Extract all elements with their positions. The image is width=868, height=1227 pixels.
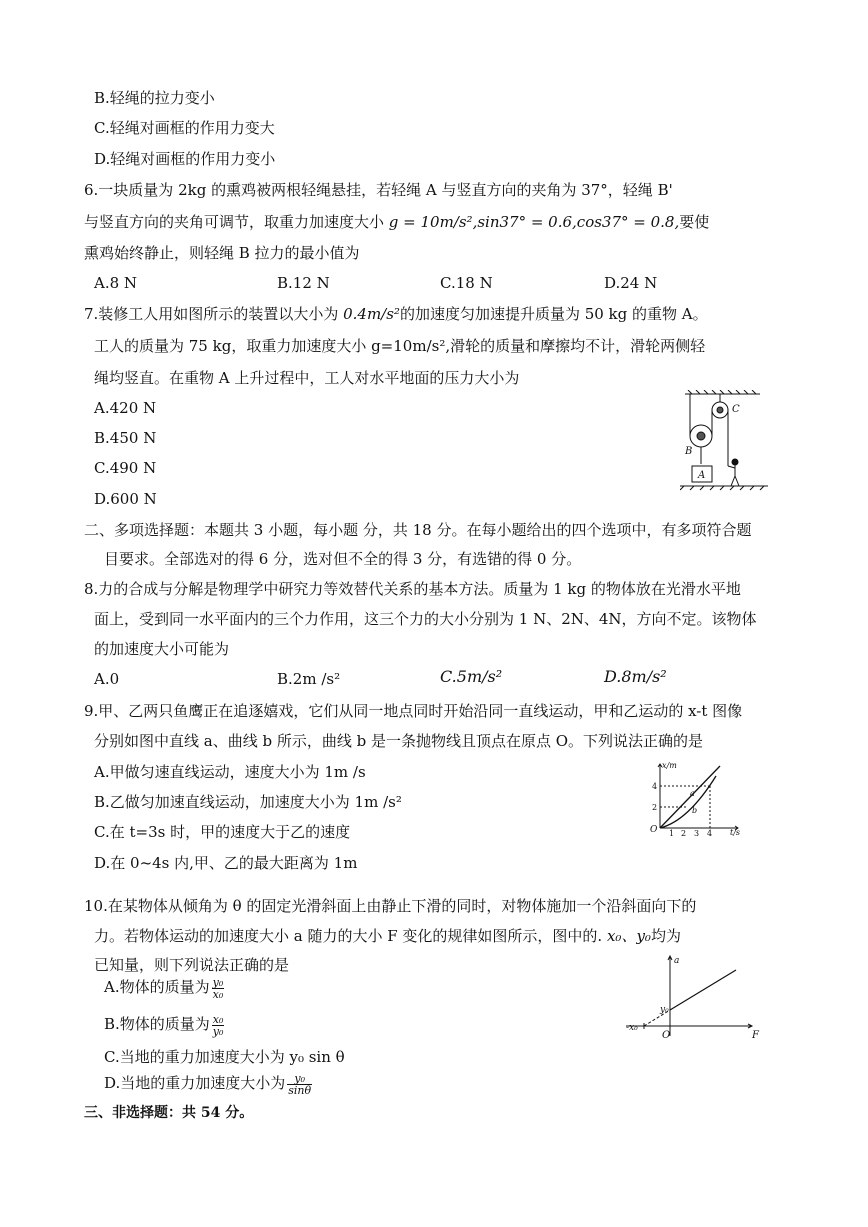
q8-stem-line1: 8.力的合成与分解是物理学中研究力等效替代关系的基本方法。质量为 1 kg 的物体放在光滑水平地 (84, 580, 741, 598)
q10-stem-vars: x₀、y₀ (606, 927, 651, 945)
q8-stem-line2: 面上，受到同一水平面内的三个力作用，这三个力的大小分别为 1 N、2N、4N，方向不定。该物体 (94, 610, 757, 628)
q7-stem-line3: 绳均竖直。在重物 A 上升过程中，工人对水平地面的压力大小为 (94, 369, 520, 387)
q10-option-b (104, 1012, 224, 1037)
q10-x-axis-label: F (752, 1030, 759, 1040)
q10-option-b-text: B.物体的质量为 (104, 1015, 210, 1033)
q8-option-a: A.0 (94, 670, 120, 688)
q8-option-d: D.8m/s² (604, 667, 667, 686)
q9-xtick-2: 2 (681, 829, 687, 836)
q10-frac-a-num: y₀ (212, 975, 224, 989)
section2-intro-line1: 二、多项选择题：本题共 3 小题，每小题 分，共 18 分。在每小题给出的四个选项中，有多项符合题 (84, 521, 752, 539)
q6-stem-formula: g = 10m/s²,sin37° = 0.6,cos37° = 0.8, (388, 213, 680, 231)
q7-stem-accel: 0.4m/s² (343, 305, 400, 323)
q9-option-b: B.乙做匀加速直线运动，加速度大小为 1m /s² (94, 793, 402, 811)
q6-option-a: A.8 N (94, 274, 138, 292)
q9-ytick-2: 2 (652, 803, 658, 812)
section2-intro-line2: 目要求。全部选对的得 6 分，选对但不全的得 3 分，有选错的得 0 分。 (104, 550, 582, 568)
q10-frac-b-den: y₀ (212, 1024, 224, 1038)
q9-y-axis-label: x/m (662, 761, 677, 770)
q10-option-a-fraction (212, 977, 225, 1000)
q10-stem-line3: 已知量，则下列说法正确的是 (94, 956, 290, 974)
q10-frac-d-num: y₀ (287, 1073, 312, 1085)
q6-option-d: D.24 N (604, 274, 658, 292)
q10-stem-line2a: 力。若物体运动的加速度大小 a 随力的大小 F 变化的规律如图所示，图中的. (94, 927, 607, 945)
q10-a-f-graph (624, 950, 764, 1040)
q9-option-d: D.在 0~4s 内,甲、乙的最大距离为 1m (94, 854, 358, 872)
q5-option-c: C.轻绳对画框的作用力变大 (94, 119, 275, 137)
q7-pulley-figure (680, 390, 770, 500)
q10-y-axis-label: a (674, 956, 680, 966)
q8-option-c: C.5m/s² (440, 667, 503, 686)
q10-option-c: C.当地的重力加速度大小为 y₀ sin θ (104, 1048, 345, 1066)
q10-x0-label: -x₀ (626, 1023, 638, 1033)
q7-label-a: A (698, 470, 706, 481)
q7-option-b: B.450 N (94, 429, 157, 447)
q9-stem-line1: 9.甲、乙两只鱼鹰正在追逐嬉戏，它们从同一地点同时开始沿同一直线运动，甲和乙运动的 x-t 图像 (84, 702, 743, 720)
q9-xtick-4: 4 (707, 829, 713, 836)
q10-stem-line1: 10.在某物体从倾角为 θ 的固定光滑斜面上由静止下滑的同时，对物体施加一个沿斜面向下的 (84, 897, 697, 915)
q7-option-c: C.490 N (94, 459, 157, 477)
q10-option-a-text: A.物体的质量为 (104, 978, 210, 996)
q7-stem-line2: 工人的质量为 75 kg，取重力加速度大小 g=10m/s²,滑轮的质量和摩擦均不计，滑轮两侧轻 (94, 337, 706, 355)
q10-option-a (104, 975, 224, 1000)
q9-curve-b-label: b (692, 806, 698, 815)
q6-stem-line2 (84, 212, 709, 232)
q6-option-c: C.18 N (440, 274, 493, 292)
q10-frac-d-den: sinθ (288, 1083, 312, 1097)
q8-stem-line3: 的加速度大小可能为 (94, 640, 230, 658)
q10-frac-a-den: x₀ (212, 987, 224, 1001)
q6-stem-line2a: 与竖直方向的夹角可调节，取重力加速度大小 (84, 213, 389, 231)
q6-stem-line3: 熏鸡始终静止，则轻绳 B 拉力的最小值为 (84, 244, 360, 262)
q6-stem-line1: 6.一块质量为 2kg 的熏鸡被两根轻绳悬挂，若轻绳 A 与竖直方向的夹角为 37°，轻绳 B' (84, 181, 673, 199)
q9-option-a: A.甲做匀速直线运动，速度大小为 1m /s (94, 763, 366, 781)
q7-label-b: B (685, 446, 693, 457)
q7-stem-line1c: 的加速度匀加速提升质量为 50 kg 的重物 A。 (399, 305, 708, 323)
q9-ytick-4: 4 (652, 782, 658, 791)
q9-line-a-label: a (690, 789, 695, 798)
q7-option-a: A.420 N (94, 399, 157, 417)
q5-option-b: B.轻绳的拉力变小 (94, 89, 215, 107)
q10-origin-label: O (662, 1030, 671, 1040)
q10-option-d (104, 1071, 312, 1096)
q9-xtick-3: 3 (694, 829, 700, 836)
q9-origin-label: O (650, 825, 658, 835)
q5-option-d: D.轻绳对画框的作用力变小 (94, 150, 276, 168)
q10-y0-label: y₀ (660, 1005, 669, 1015)
q10-option-d-fraction (287, 1073, 312, 1096)
q10-option-b-fraction (212, 1014, 225, 1037)
q6-option-b: B.12 N (277, 274, 330, 292)
q6-stem-line2c: 要使 (679, 213, 710, 231)
q10-stem-line2 (94, 926, 681, 946)
section3-title: 三、非选择题：共 54 分。 (84, 1105, 254, 1121)
q7-stem-line1a: 7.装修工人用如图所示的装置以大小为 (84, 305, 344, 323)
q7-stem-line1 (84, 304, 708, 324)
q10-stem-line2c: 均为 (650, 927, 681, 945)
q9-stem-line2: 分别如图中直线 a、曲线 b 所示，曲线 b 是一条抛物线且顶点在原点 O。下列说法正确的是 (94, 732, 704, 750)
q9-x-axis-label: t/s (730, 828, 741, 836)
q9-xtick-1: 1 (669, 829, 675, 836)
q9-option-c: C.在 t=3s 时，甲的速度大于乙的速度 (94, 823, 351, 841)
q8-option-b: B.2m /s² (277, 670, 341, 688)
q10-frac-b-num: x₀ (212, 1012, 224, 1026)
q10-option-d-text: D.当地的重力加速度大小为 (104, 1074, 286, 1092)
q7-option-d: D.600 N (94, 490, 157, 508)
q9-xt-graph (646, 758, 746, 836)
q7-label-c: C (732, 404, 740, 415)
